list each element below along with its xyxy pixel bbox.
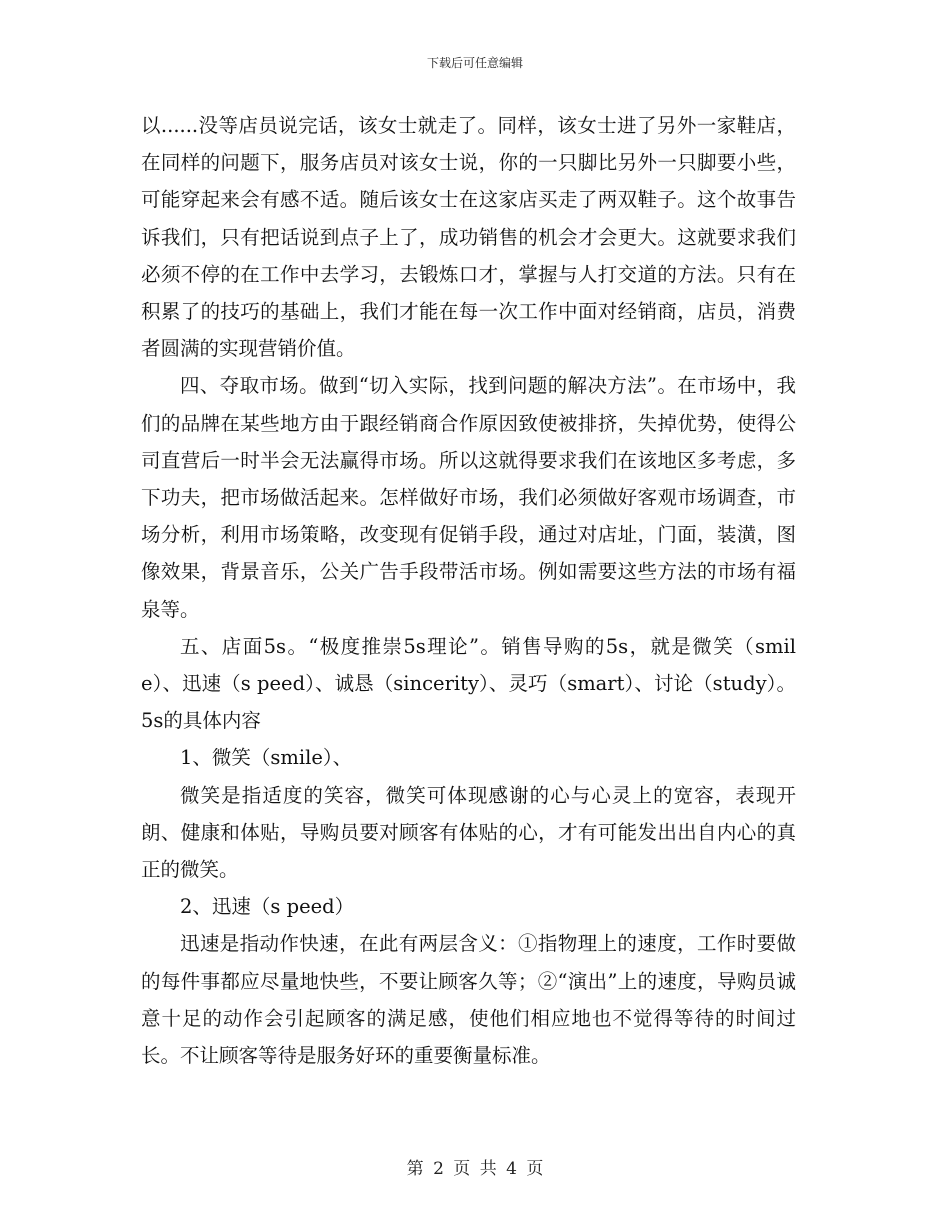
paragraph-2: 四、夺取市场。做到“切入实际，找到问题的解决方法”。在市场中，我们的品牌在某些地方由于跟经销商合作原因致使被排挤，失掉优势，使得公司直营后一时半会无法赢得市场。所以这就得要求我们在该地区多考虑，多下功夫，把市场做活起来。怎样做好市场，我们必须做好客观市场调查，市场分析，利用市场策略，改变现有促销手段，通过对店址，门面，装潢，图像效果，背景音乐，公关广告手段带活市场。例如需要这些方法的市场有福泉等。 — [141, 374, 796, 621]
paragraph-5: 微笑是指适度的笑容，微笑可体现感谢的心与心灵上的宽容，表现开朗、健康和体贴，导购员要对顾客有体贴的心，才有可能发出出自内心的真正的微笑。 — [141, 783, 796, 882]
paragraph-1: 以......没等店员说完话，该女士就走了。同样，该女士进了另外一家鞋店，在同样的问题下，服务店员对该女士说，你的一只脚比另外一只脚要小些，可能穿起来会有感不适。随后该女士在这家店买走了两双鞋子。这个故事告诉我们，只有把话说到点子上了，成功销售的机会才会更大。这就要求我们必须不停的在工作中去学习，去锻炼口才，掌握与人打交道的方法。只有在积累了的技巧的基础上，我们才能在每一次工作中面对经销商，店员，消费者圆满的实现营销价值。 — [141, 114, 796, 361]
paragraph-6: 2、迅速（s peed） — [180, 895, 355, 919]
paragraph-7: 迅速是指动作快速，在此有两层含义：①指物理上的速度，工作时要做的每件事都应尽量地快些，不要让顾客久等；②“演出”上的速度，导购员诚意十足的动作会引起顾客的满足感，使他们相应地也不觉得等待的时间过长。不让顾客等待是服务好环的重要衡量标准。 — [141, 932, 796, 1068]
page-number-footer: 第 2 页 共 4 页 — [406, 1159, 544, 1179]
paragraph-4: 1、微笑（smile）、 — [180, 746, 353, 770]
page-header: 下载后可任意编辑 — [426, 56, 523, 70]
paragraph-3: 五、店面5s。“极度推崇5s理论”。销售导购的5s，就是微笑（smile）、迅速（s peed）、诚恳（sincerity）、灵巧（smart）、讨论（study）。 5s的具体内容 — [141, 634, 796, 733]
document-body — [141, 107, 796, 1074]
